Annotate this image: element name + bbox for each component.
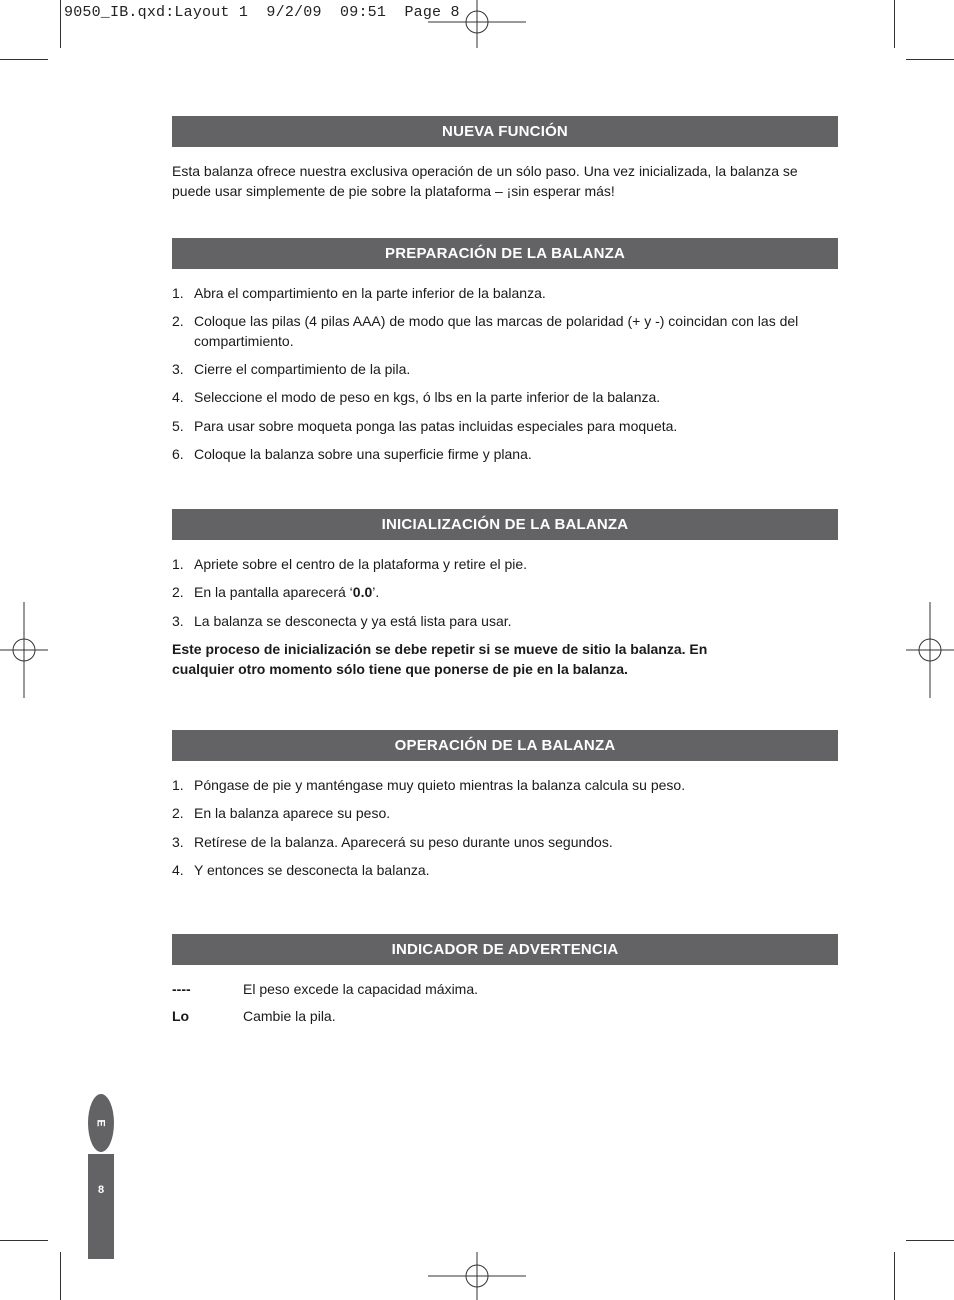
warning-row bbox=[172, 980, 478, 999]
crop-mark bbox=[894, 1252, 895, 1300]
list-item bbox=[172, 861, 812, 881]
note-line: cualquier otro momento sólo tiene que ponerse de pie en la balanza. bbox=[172, 660, 628, 677]
list-item bbox=[172, 612, 812, 632]
list-text-part: En la pantalla aparecerá ‘ bbox=[194, 584, 353, 601]
list-text: Apriete sobre el centro de la plataforma y retire el pie. bbox=[194, 556, 528, 572]
list-number: 1. bbox=[172, 285, 184, 301]
crop-mark bbox=[906, 59, 954, 60]
list-number: 3. bbox=[172, 612, 184, 629]
list-text: Coloque la balanza sobre una superficie firme y plana. bbox=[194, 445, 532, 462]
registration-mark-icon bbox=[428, 1252, 526, 1300]
list-item bbox=[172, 360, 812, 380]
operacion-list bbox=[172, 776, 812, 889]
language-letter: E bbox=[95, 1119, 107, 1127]
list-number: 3. bbox=[172, 833, 184, 850]
language-tab bbox=[88, 1094, 114, 1152]
section-header-inicializacion: INICIALIZACIÓN DE LA BALANZA bbox=[172, 509, 838, 540]
list-item bbox=[172, 388, 812, 408]
list-text: Para usar sobre moqueta ponga las patas incluidas especiales para moqueta. bbox=[194, 417, 678, 434]
list-text bbox=[194, 583, 812, 603]
registration-mark-icon bbox=[428, 0, 526, 48]
crop-mark bbox=[906, 1240, 954, 1241]
warning-row bbox=[172, 1007, 336, 1026]
intro-line: Esta balanza ofrece nuestra exclusiva operación de un sólo paso. Una vez inicializada, la balanza se bbox=[172, 163, 798, 179]
crop-mark bbox=[894, 0, 895, 48]
page-number: 8 bbox=[97, 1184, 105, 1196]
list-number: 3. bbox=[172, 361, 184, 378]
registration-mark-icon bbox=[906, 602, 954, 698]
warning-text: El peso excede la capacidad máxima. bbox=[243, 981, 479, 997]
registration-mark-icon bbox=[0, 602, 48, 698]
list-text: Cierre el compartimiento de la pila. bbox=[194, 361, 411, 378]
inicializacion-list bbox=[172, 555, 812, 640]
list-number: 2. bbox=[172, 313, 184, 330]
list-number: 5. bbox=[172, 417, 184, 434]
page-number-tab bbox=[88, 1154, 114, 1259]
list-number: 2. bbox=[172, 584, 184, 601]
list-item bbox=[172, 445, 812, 465]
list-number: 4. bbox=[172, 389, 184, 406]
list-text: Póngase de pie y manténgase muy quieto mientras la balanza calcula su peso. bbox=[194, 777, 686, 793]
list-text-part: ’. bbox=[372, 584, 380, 601]
list-item bbox=[172, 776, 812, 796]
list-text: Retírese de la balanza. Aparecerá su peso durante unos segundos. bbox=[194, 833, 613, 850]
list-item bbox=[172, 312, 812, 351]
list-number: 6. bbox=[172, 445, 184, 462]
list-number: 1. bbox=[172, 777, 184, 793]
list-text: En la balanza aparece su peso. bbox=[194, 805, 391, 822]
crop-mark bbox=[0, 59, 48, 60]
list-number: 4. bbox=[172, 861, 184, 878]
list-number: 1. bbox=[172, 556, 184, 572]
display-value: 0.0 bbox=[352, 584, 373, 601]
list-item bbox=[172, 284, 812, 304]
list-item bbox=[172, 804, 812, 824]
inicializacion-note bbox=[172, 640, 832, 679]
note-line: Este proceso de inicialización se debe repetir si se mueve de sitio la balanza. En bbox=[172, 641, 708, 657]
list-text: Abra el compartimiento en la parte inferior de la balanza. bbox=[194, 285, 546, 301]
list-number: 2. bbox=[172, 805, 184, 822]
preparacion-list bbox=[172, 284, 812, 473]
list-text: Y entonces se desconecta la balanza. bbox=[194, 861, 430, 878]
list-item bbox=[172, 833, 812, 853]
intro-paragraph bbox=[172, 162, 812, 201]
list-item bbox=[172, 583, 812, 603]
section-header-indicador: INDICADOR DE ADVERTENCIA bbox=[172, 934, 838, 965]
warning-text: Cambie la pila. bbox=[243, 1008, 336, 1024]
crop-mark bbox=[60, 0, 61, 48]
crop-mark bbox=[60, 1252, 61, 1300]
warning-code: Lo bbox=[172, 1008, 190, 1024]
list-text: Coloque las pilas (4 pilas AAA) de modo que las marcas de polaridad (+ y -) coincidan con las del compartimiento. bbox=[194, 313, 799, 349]
list-item bbox=[172, 417, 812, 437]
print-slug: 9050_IB.qxd:Layout 1 9/2/09 09:51 Page 8 bbox=[64, 4, 460, 21]
section-header-operacion: OPERACIÓN DE LA BALANZA bbox=[172, 730, 838, 761]
list-text: Seleccione el modo de peso en kgs, ó lbs en la parte inferior de la balanza. bbox=[194, 389, 661, 406]
intro-line: puede usar simplemente de pie sobre la plataforma – ¡sin esperar más! bbox=[172, 182, 615, 199]
list-item bbox=[172, 555, 812, 575]
warning-code: ---- bbox=[172, 981, 191, 997]
crop-mark bbox=[0, 1240, 48, 1241]
section-header-nueva-funcion: NUEVA FUNCIÓN bbox=[172, 116, 838, 147]
list-text: La balanza se desconecta y ya está lista para usar. bbox=[194, 612, 512, 629]
section-header-preparacion: PREPARACIÓN DE LA BALANZA bbox=[172, 238, 838, 269]
